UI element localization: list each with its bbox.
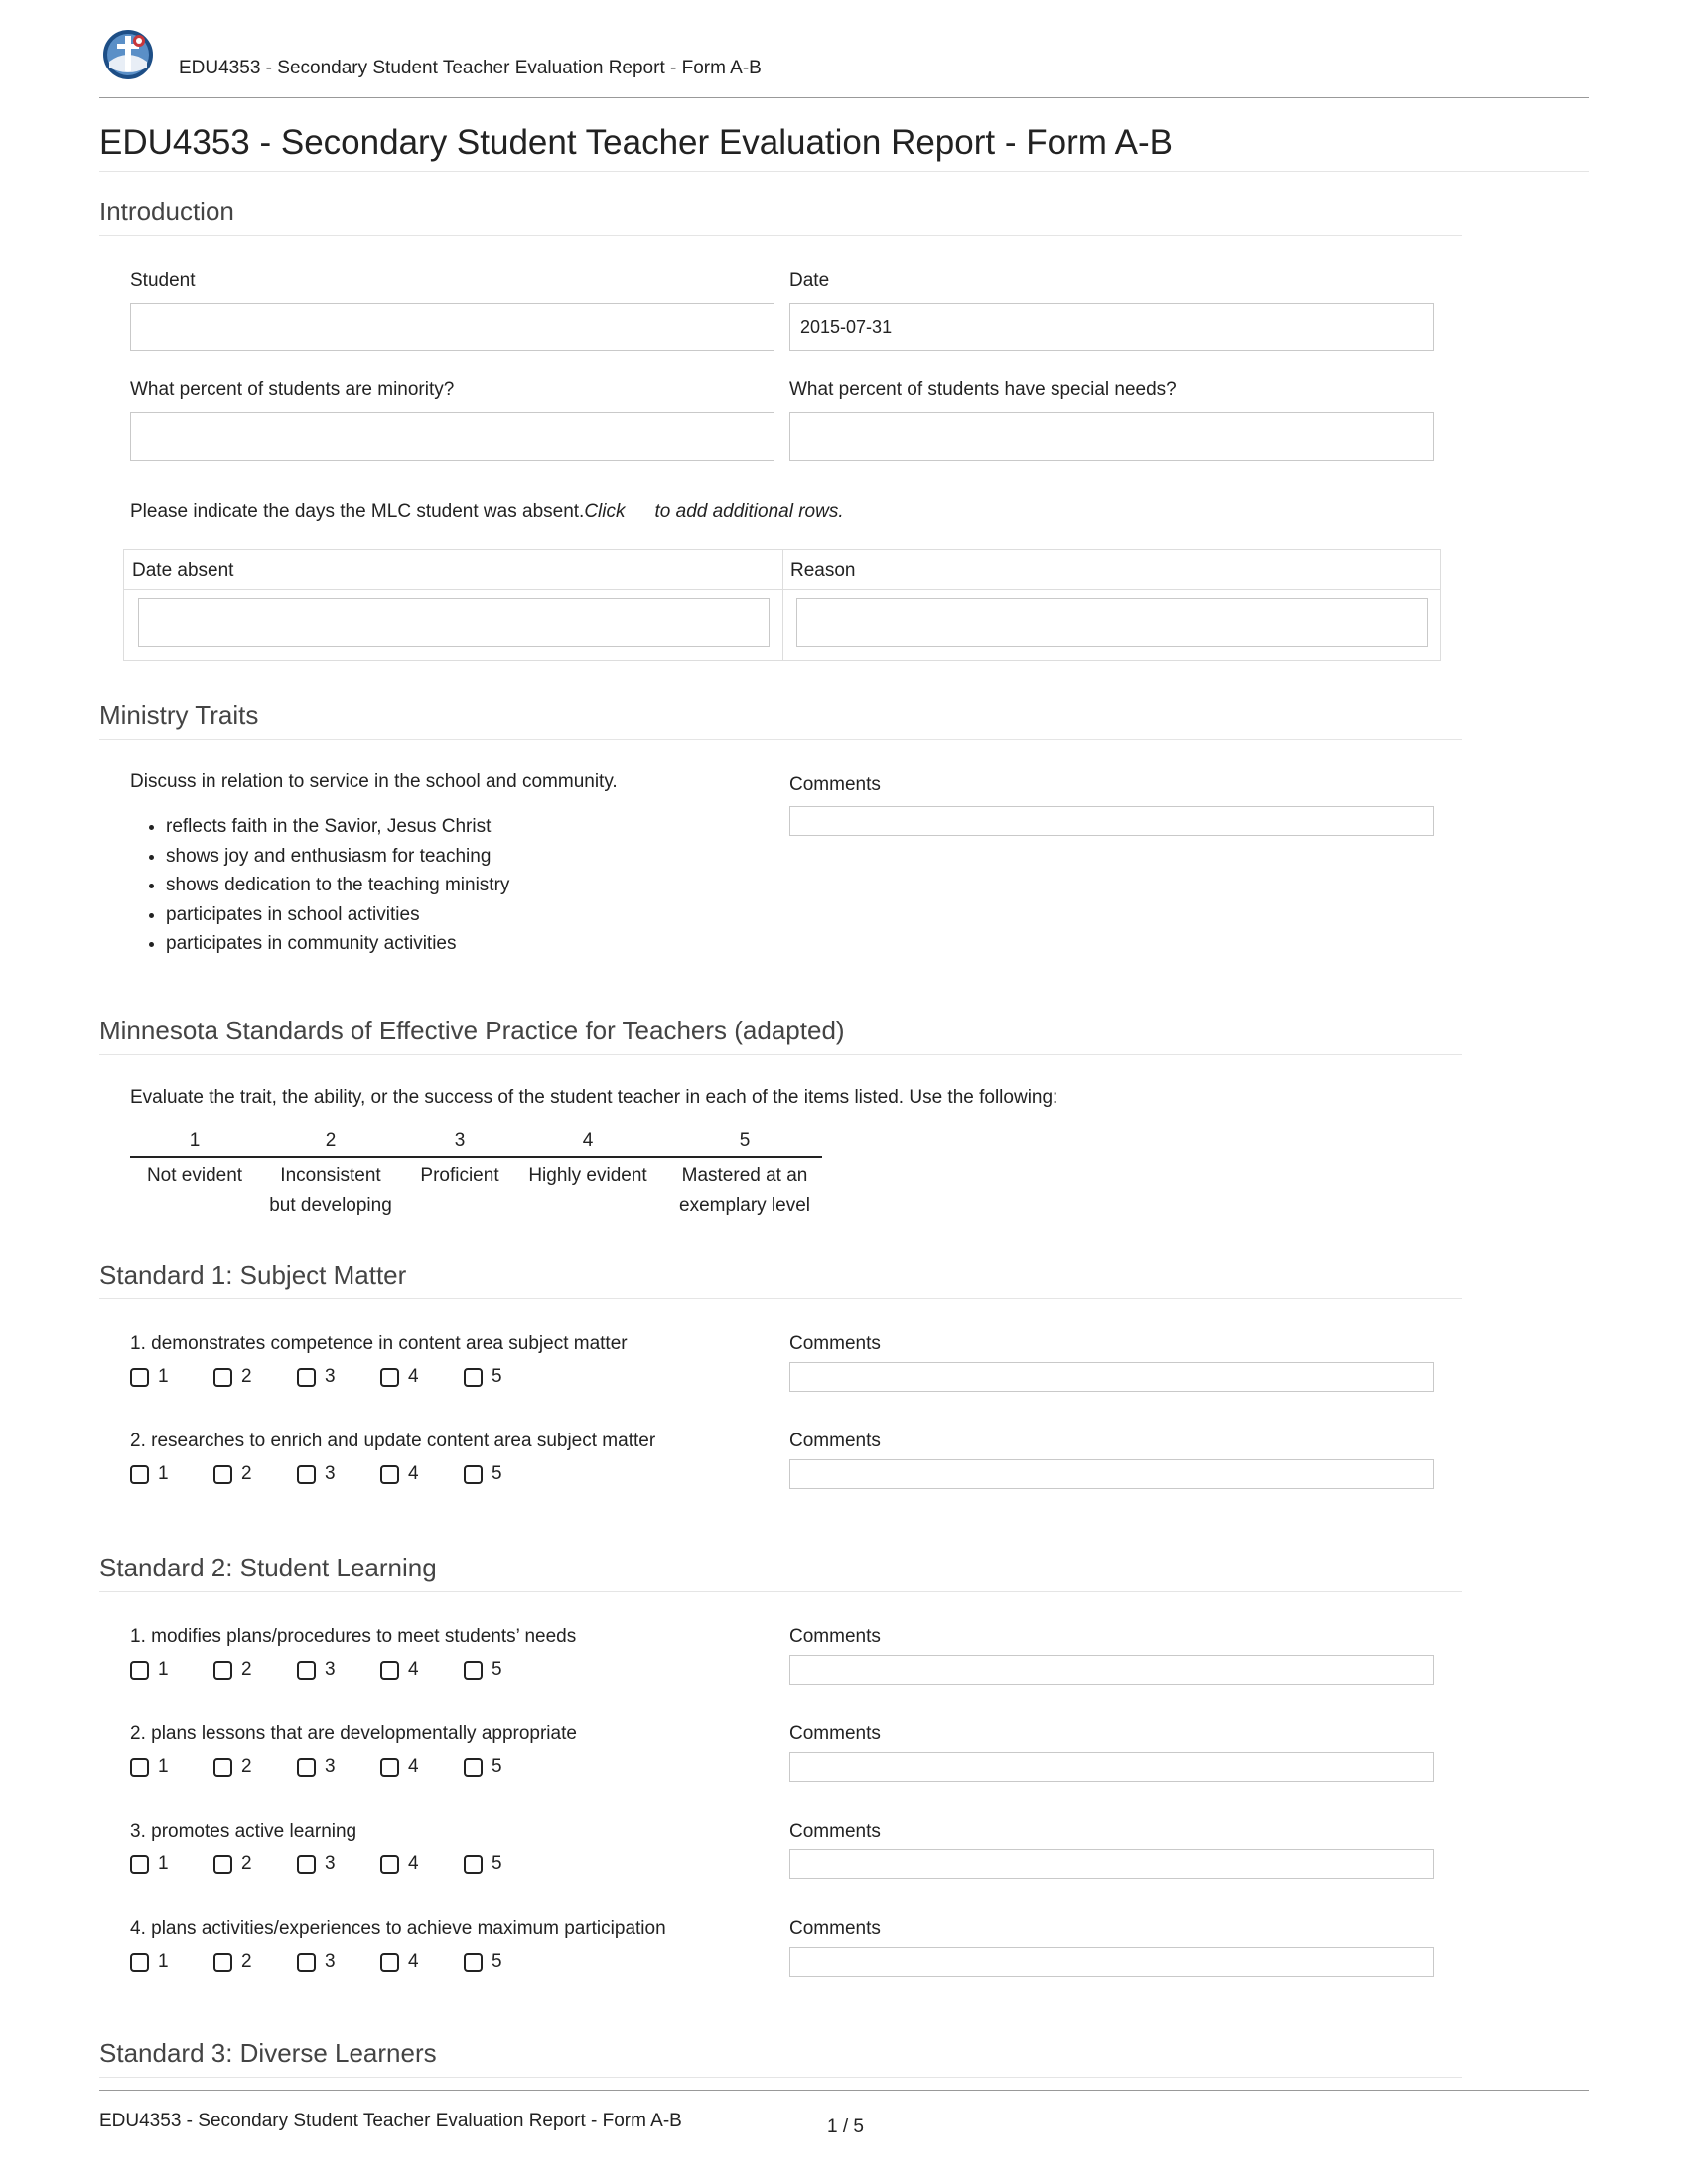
page-header — [99, 28, 1589, 98]
checkbox-icon[interactable] — [130, 1758, 149, 1777]
standard2-item-4-comments[interactable] — [789, 1947, 1434, 1977]
checkbox-icon[interactable] — [213, 1855, 232, 1874]
list-item: • reflects faith in the Savior, Jesus Christ — [166, 812, 509, 842]
checkbox-icon[interactable] — [380, 1953, 399, 1972]
scale-desc-line1: Proficient — [420, 1165, 499, 1186]
table-divider — [782, 550, 783, 660]
ministry-comments-label: Comments — [789, 774, 881, 795]
checkbox-icon[interactable] — [297, 1855, 316, 1874]
scale-desc-line1: Not evident — [146, 1165, 243, 1186]
scale-desc-line1: Highly evident — [528, 1165, 647, 1186]
student-label: Student — [130, 270, 196, 291]
scale-description — [390, 1161, 529, 1191]
header-title: EDU4353 - Secondary Student Teacher Evaluation Report - Form A-B — [179, 58, 762, 78]
checkbox-icon[interactable] — [464, 1465, 483, 1484]
scale-number: 5 — [739, 1130, 751, 1151]
checkbox-icon[interactable] — [130, 1855, 149, 1874]
minority-label: What percent of students are minority? — [130, 379, 455, 400]
scale-number: 3 — [454, 1130, 466, 1151]
standard2-item-3: 3. promotes active learning — [130, 1821, 357, 1842]
list-item: • participates in community activities — [166, 929, 509, 959]
scale-description — [125, 1161, 264, 1191]
checkbox-icon[interactable] — [213, 1465, 232, 1484]
date-absent-input[interactable] — [138, 598, 770, 647]
checkbox-icon[interactable] — [464, 1661, 483, 1680]
absent-prompt-text: Please indicate the days the MLC student was absent. — [130, 501, 585, 522]
comments-label: Comments — [789, 1723, 881, 1744]
page-number: 1 / 5 — [827, 2116, 864, 2137]
checkbox-icon[interactable] — [213, 1661, 232, 1680]
section-introduction: Introduction — [99, 194, 1462, 236]
comments-label: Comments — [789, 1333, 881, 1354]
absence-table — [123, 549, 1441, 661]
comments-label: Comments — [789, 1821, 881, 1842]
checkbox-icon[interactable] — [130, 1368, 149, 1387]
checkbox-icon[interactable] — [380, 1758, 399, 1777]
checkbox-icon[interactable] — [297, 1368, 316, 1387]
scale-desc-line2: exemplary level — [679, 1195, 810, 1216]
list-item: • shows joy and enthusiasm for teaching — [166, 842, 509, 872]
list-item: • shows dedication to the teaching ministry — [166, 871, 509, 900]
checkbox-icon[interactable] — [464, 1855, 483, 1874]
scale-number: 4 — [582, 1130, 594, 1151]
scale-description — [261, 1161, 400, 1221]
special-needs-label: What percent of students have special needs? — [789, 379, 1177, 400]
standard2-item-3-comments[interactable] — [789, 1849, 1434, 1879]
scale-desc-line1: Inconsistent — [280, 1165, 381, 1186]
section-standard-3: Standard 3: Diverse Learners — [99, 2035, 1462, 2078]
scale-desc-line1: Mastered at an — [681, 1165, 808, 1186]
standard2-item-2-comments[interactable] — [789, 1752, 1434, 1782]
standard2-item-1: 1. modifies plans/procedures to meet students’ needs — [130, 1626, 577, 1647]
section-mn-standards: Minnesota Standards of Effective Practice for Teachers (adapted) — [99, 1013, 1462, 1055]
standard2-item-2: 2. plans lessons that are developmentally appropriate — [130, 1723, 577, 1744]
date-input[interactable]: 2015-07-31 — [789, 303, 1434, 351]
scale-divider — [130, 1156, 822, 1158]
scale-description — [675, 1161, 814, 1221]
checkbox-icon[interactable] — [380, 1465, 399, 1484]
ministry-traits-list — [130, 812, 509, 959]
checkbox-icon[interactable] — [380, 1661, 399, 1680]
standard1-item-2: 2. researches to enrich and update content area subject matter — [130, 1431, 656, 1451]
checkbox-icon[interactable] — [213, 1758, 232, 1777]
checkbox-icon[interactable] — [464, 1368, 483, 1387]
checkbox-icon[interactable] — [130, 1661, 149, 1680]
checkbox-icon[interactable] — [213, 1953, 232, 1972]
absent-prompt — [130, 501, 844, 523]
checkbox-icon[interactable] — [380, 1855, 399, 1874]
checkbox-icon[interactable] — [130, 1465, 149, 1484]
ministry-discuss-text: Discuss in relation to service in the school and community. — [130, 771, 618, 792]
footer-divider — [99, 2090, 1589, 2091]
reason-input[interactable] — [796, 598, 1428, 647]
absent-add-text: to add additional rows. — [654, 501, 844, 522]
comments-label: Comments — [789, 1626, 881, 1647]
comments-label: Comments — [789, 1431, 881, 1451]
section-standard-2: Standard 2: Student Learning — [99, 1550, 1462, 1592]
date-absent-header: Date absent — [132, 560, 234, 581]
standard1-item-2-comments[interactable] — [789, 1459, 1434, 1489]
checkbox-icon[interactable] — [213, 1368, 232, 1387]
page-title: EDU4353 - Secondary Student Teacher Evaluation Report - Form A-B — [99, 119, 1589, 172]
section-ministry-traits: Ministry Traits — [99, 697, 1462, 740]
standard2-item-4: 4. plans activities/experiences to achieve maximum participation — [130, 1918, 666, 1939]
checkbox-icon[interactable] — [297, 1465, 316, 1484]
minority-input[interactable] — [130, 412, 774, 461]
reason-header: Reason — [790, 560, 856, 581]
scale-description — [518, 1161, 657, 1191]
ministry-comments-input[interactable] — [789, 806, 1434, 836]
checkbox-icon[interactable] — [297, 1953, 316, 1972]
standard1-item-1: 1. demonstrates competence in content area subject matter — [130, 1333, 628, 1354]
standard2-item-1-comments[interactable] — [789, 1655, 1434, 1685]
special-needs-input[interactable] — [789, 412, 1434, 461]
section-standard-1: Standard 1: Subject Matter — [99, 1257, 1462, 1299]
scale-number: 2 — [325, 1130, 337, 1151]
footer-title: EDU4353 - Secondary Student Teacher Evaluation Report - Form A-B — [99, 2111, 682, 2131]
checkbox-icon[interactable] — [380, 1368, 399, 1387]
school-seal-icon — [101, 28, 155, 81]
checkbox-icon[interactable] — [297, 1661, 316, 1680]
student-input[interactable] — [130, 303, 774, 351]
absent-click-link[interactable]: Click — [584, 501, 626, 522]
evaluate-instructions: Evaluate the trait, the ability, or the success of the student teacher in each of the items listed. Use the following: — [130, 1087, 1058, 1108]
scale-number: 1 — [189, 1130, 201, 1151]
comments-label: Comments — [789, 1918, 881, 1939]
checkbox-icon[interactable] — [464, 1953, 483, 1972]
checkbox-icon[interactable] — [130, 1953, 149, 1972]
list-item: • participates in school activities — [166, 900, 509, 930]
checkbox-icon[interactable] — [297, 1758, 316, 1777]
date-label: Date — [789, 270, 830, 291]
standard1-item-1-comments[interactable] — [789, 1362, 1434, 1392]
table-divider — [124, 589, 1440, 590]
scale-desc-line2: but developing — [269, 1195, 392, 1216]
checkbox-icon[interactable] — [464, 1758, 483, 1777]
